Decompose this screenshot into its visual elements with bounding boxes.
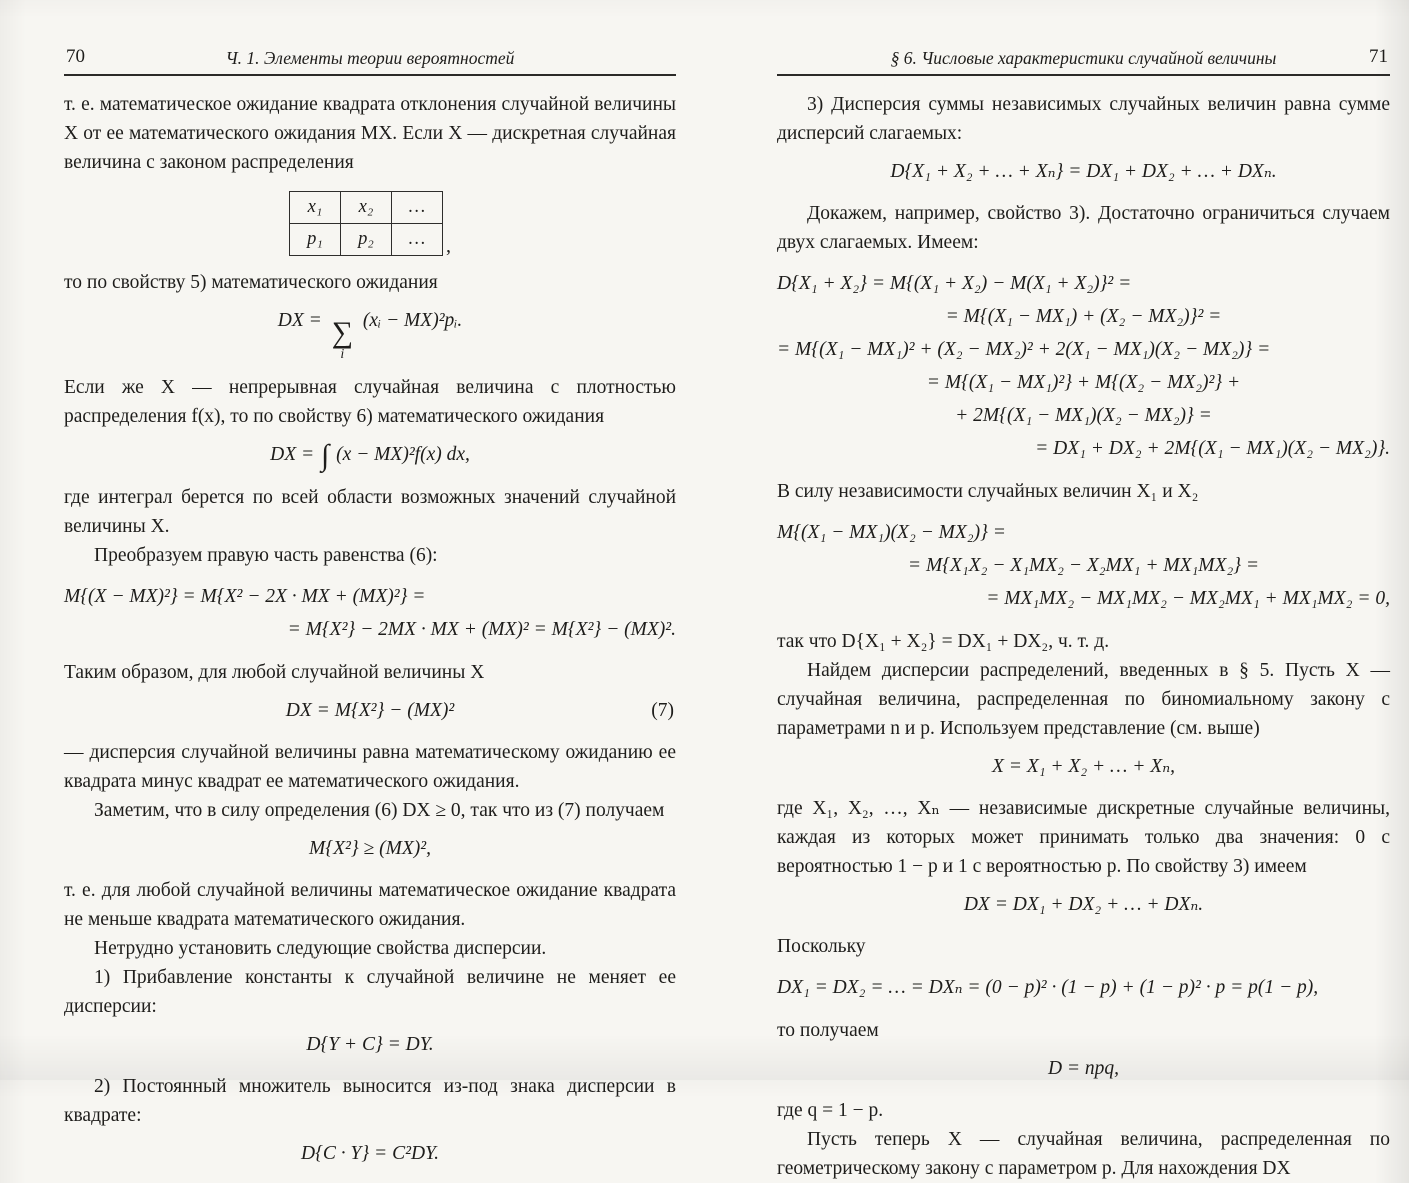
formula-property-2: D{C · Y} = C²DY. — [301, 1143, 439, 1164]
right-paragraph-1: 3) Дисперсия суммы независимых случайных величин равна сумме дисперсий слагаемых: — [777, 94, 1390, 144]
right-paragraph-9: где q = 1 − p. — [777, 1100, 884, 1121]
formula-line: = M{(X₁ − MX₁)²} + M{(X₂ − MX₂)²} + — [926, 372, 1241, 393]
left-paragraph-2: то по свойству 5) математического ожидания — [64, 272, 438, 293]
right-paragraph-6: где X₁, X₂, …, Xₙ — независимые дискретные случайные величины, каждая из которых может принимать только два значения: 0 с вероятностью 1 − p и 1 с вероятностью p. По свойству 3) имеем — [777, 798, 1390, 877]
formula-line: = M{(X₁ − MX₁)² + (X₂ − MX₂)² + 2(X₁ − MX₁)(X₂ − MX₂)} = — [777, 339, 1271, 360]
formula-line: = M{X²} − 2MX · MX + (MX)² = M{X²} − (MX)². — [287, 619, 676, 640]
formula-line: D{X₁ + X₂} = M{(X₁ + X₂) − M(X₁ + X₂)}² = — [777, 273, 1132, 294]
formula-block-proof — [777, 267, 1390, 465]
left-paragraph-3: Если же X — непрерывная случайная величина с плотностью распределения f(x), то по свойству 6) математического ожидания — [64, 377, 676, 427]
left-paragraph-4: где интеграл берется по всей области возможных значений случайной величины X. — [64, 487, 676, 537]
formula-post: (x − MX)²f(x) dx, — [336, 444, 470, 465]
formula-eq7 — [64, 696, 676, 726]
formula-block-eq6 — [64, 580, 676, 646]
formula-property-3: D{X₁ + X₂ + … + Xₙ} = DX₁ + DX₂ + … + DXₙ. — [890, 161, 1277, 182]
formula-variance-integral — [64, 440, 676, 471]
right-paragraph-10: Пусть теперь X — случайная величина, распределенная по геометрическому закону с параметром p. Для нахождения DX — [777, 1129, 1390, 1179]
table-row — [290, 224, 443, 256]
left-paragraph-10: Нетрудно установить следующие свойства дисперсии. — [94, 938, 547, 959]
formula-property-1: D{Y + C} = DY. — [306, 1034, 434, 1055]
table-row — [290, 192, 443, 224]
right-paragraph-5: Найдем дисперсии распределений, введенных в § 5. Пусть X — случайная величина, распределенная по биномиальному закону с параметрами n и p. Используем представление (см. выше) — [777, 660, 1390, 739]
formula-line: = M{X₁X₂ − X₁MX₂ − X₂MX₁ + MX₁MX₂} = — [907, 555, 1260, 576]
left-running-title: Ч. 1. Элементы теории вероятностей — [225, 48, 515, 68]
distribution-law-table — [289, 191, 443, 256]
left-paragraph-7: — дисперсия случайной величины равна математическому ожиданию ее квадрата минус квадрат ее математического ожидания. — [64, 742, 676, 792]
table-cell-x2: x₂ — [341, 192, 392, 224]
integral-icon: ∫ — [321, 439, 330, 472]
table-cell-p1: p₁ — [290, 224, 341, 256]
left-paragraph-9: т. е. для любой случайной величины математическое ожидание квадрата не меньше квадрата математического ожидания. — [64, 880, 676, 930]
formula-x-decomposition: X = X₁ + X₂ + … + Xₙ, — [992, 756, 1175, 777]
page-left — [64, 46, 676, 1181]
formula-line: M{(X₁ − MX₁)(X₂ − MX₂)} = — [777, 522, 1006, 543]
equation-number: (7) — [651, 700, 674, 721]
formula-line: DX₁ = DX₂ = … = DXₙ = (0 − p)² · (1 − p) + (1 − p)² · p = p(1 − p), — [777, 977, 1319, 998]
formula-line: = DX₁ + DX₂ + 2M{(X₁ − MX₁)(X₂ − MX₂)}. — [1035, 438, 1390, 459]
table-cell-xdots: … — [392, 192, 443, 224]
right-paragraph-2: Докажем, например, свойство 3). Достаточно ограничиться случаем двух слагаемых. Имеем: — [777, 203, 1390, 253]
formula-d-npq: D = npq, — [1047, 1058, 1120, 1079]
right-paragraph-3: В силу независимости случайных величин X₁ и X₂ — [777, 481, 1199, 502]
formula-rhs: (xᵢ − MX)²pᵢ. — [362, 310, 463, 331]
formula-variance-sum — [64, 306, 676, 361]
right-running-title: § 6. Числовые характеристики случайной величины — [890, 48, 1277, 68]
formula-lhs: DX = — [277, 310, 322, 331]
formula-line: + 2M{(X₁ − MX₁)(X₂ − MX₂)} = — [955, 405, 1212, 426]
page-right — [777, 46, 1390, 1183]
formula-text: DX = M{X²} − (MX)² — [285, 700, 455, 721]
left-paragraph-5: Преобразуем правую часть равенства (6): — [94, 545, 438, 566]
sigma-icon: ∑ i — [331, 316, 354, 362]
left-paragraph-8: Заметим, что в силу определения (6) DX ≥ 0, так что из (7) получаем — [94, 800, 665, 821]
formula-line: = M{(X₁ − MX₁) + (X₂ − MX₂)}² = — [945, 306, 1222, 327]
formula-inequality: M{X²} ≥ (MX)², — [309, 838, 431, 859]
formula-dx-sum: DX = DX₁ + DX₂ + … + DXₙ. — [963, 894, 1204, 915]
table-cell-x1: x₁ — [290, 192, 341, 224]
table-cell-pdots: … — [392, 224, 443, 256]
left-paragraph-1: т. е. математическое ожидание квадрата отклонения случайной величины X от ее математического ожидания MX. Если X — дискретная случайная величина с законом распределения — [64, 94, 676, 173]
left-paragraph-11: 1) Прибавление константы к случайной величине не меняет ее дисперсии: — [64, 967, 676, 1017]
right-page-header — [777, 46, 1390, 76]
left-paragraph-6: Таким образом, для любой случайной величины X — [64, 662, 485, 683]
right-paragraph-4: так что D{X₁ + X₂} = DX₁ + DX₂, ч. т. д. — [777, 631, 1110, 652]
right-page-number: 71 — [1369, 46, 1388, 67]
table-cell-p2: p₂ — [341, 224, 392, 256]
right-paragraph-8: то получаем — [777, 1020, 879, 1041]
formula-pre: DX = — [270, 444, 315, 465]
distribution-table — [64, 191, 676, 256]
formula-line: M{(X − MX)²} = M{X² − 2X · MX + (MX)²} = — [64, 586, 426, 607]
right-paragraph-7: Поскольку — [777, 936, 866, 957]
left-page-header — [64, 46, 676, 76]
left-page-number: 70 — [66, 46, 85, 67]
table-trailing-comma: , — [446, 235, 451, 257]
left-paragraph-12: 2) Постоянный множитель выносится из-под знака дисперсии в квадрате: — [64, 1076, 676, 1126]
formula-line: = MX₁MX₂ − MX₁MX₂ − MX₂MX₁ + MX₁MX₂ = 0, — [986, 588, 1390, 609]
formula-block-independence — [777, 516, 1390, 615]
formula-block-dxi — [777, 971, 1390, 1004]
